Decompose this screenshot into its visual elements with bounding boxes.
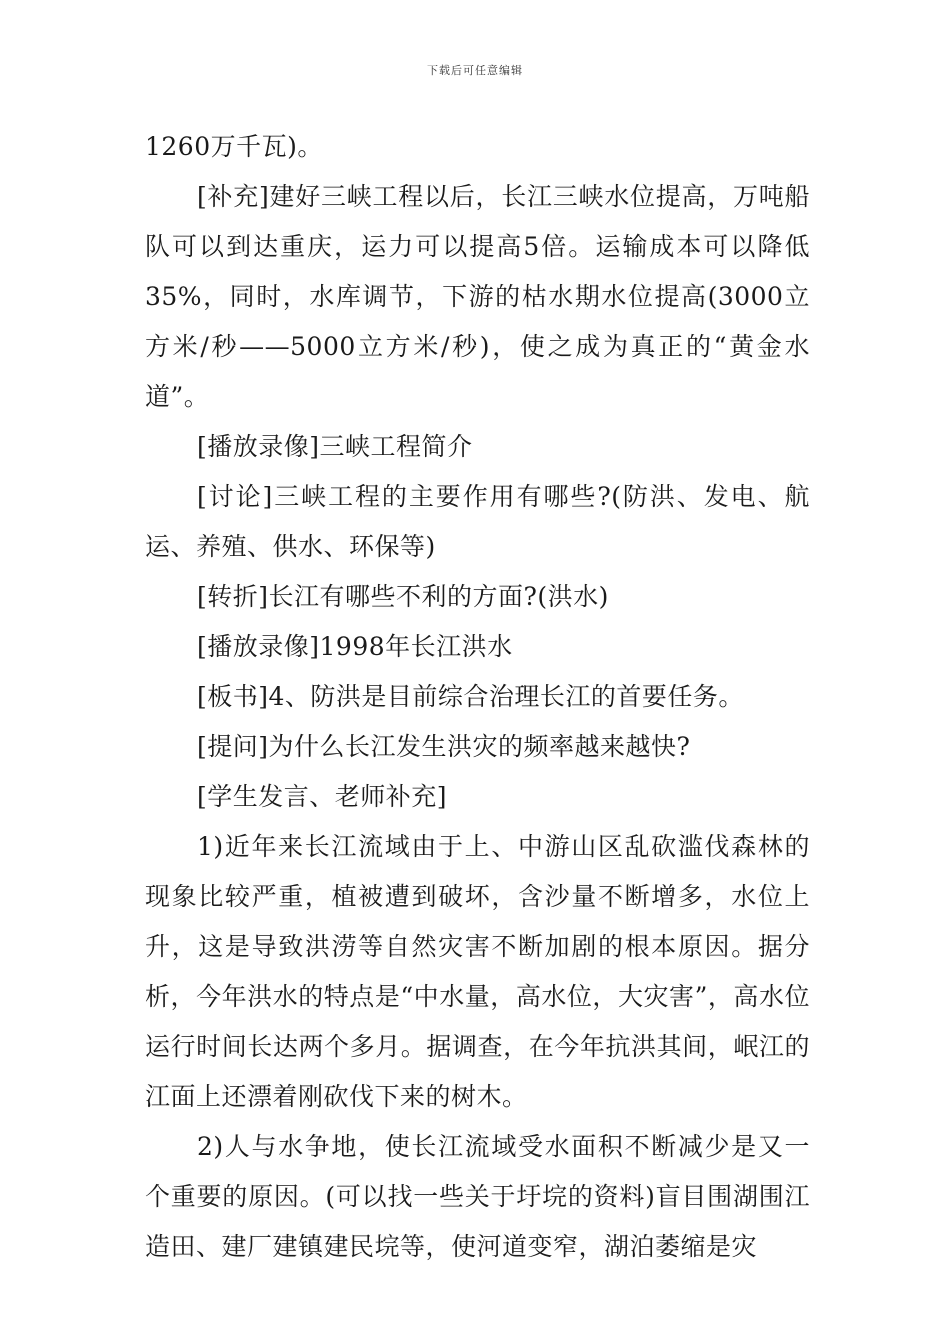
paragraph: 1260万千瓦)。 (145, 132, 323, 161)
document-body (145, 122, 810, 1272)
page-header: 下载后可任意编辑 (427, 64, 523, 77)
paragraph: [播放录像]三峡工程简介 (197, 432, 473, 461)
paragraph: [学生发言、老师补充] (197, 782, 448, 811)
paragraph: [转折]长江有哪些不利的方面?(洪水) (197, 582, 609, 611)
paragraph: [补充]建好三峡工程以后，长江三峡水位提高，万吨船队可以到达重庆，运力可以提高5倍。运输成本可以降低35%，同时，水库调节，下游的枯水期水位提高(3000立方米/秒——5000立方米/秒)，使之成为真正的“黄金水道”。 (145, 182, 810, 411)
paragraph: 1)近年来长江流域由于上、中游山区乱砍滥伐森林的现象比较严重，植被遭到破坏，含沙量不断增多，水位上升，这是导致洪涝等自然灾害不断加剧的根本原因。据分析，今年洪水的特点是“中水量，高水位，大灾害”，高水位运行时间长达两个多月。据调查，在今年抗洪其间，岷江的江面上还漂着刚砍伐下来的树木。 (145, 832, 810, 1111)
paragraph: [讨论]三峡工程的主要作用有哪些?(防洪、发电、航运、养殖、供水、环保等) (145, 482, 810, 561)
paragraph: [提问]为什么长江发生洪灾的频率越来越快? (197, 732, 691, 761)
paragraph: 2)人与水争地，使长江流域受水面积不断减少是又一个重要的原因。(可以找一些关于圩垸的资料)盲目围湖围江造田、建厂建镇建民垸等，使河道变窄，湖泊萎缩是灾 (145, 1132, 810, 1261)
paragraph: [播放录像]1998年长江洪水 (197, 632, 513, 661)
paragraph: [板书]4、防洪是目前综合治理长江的首要任务。 (197, 682, 744, 711)
